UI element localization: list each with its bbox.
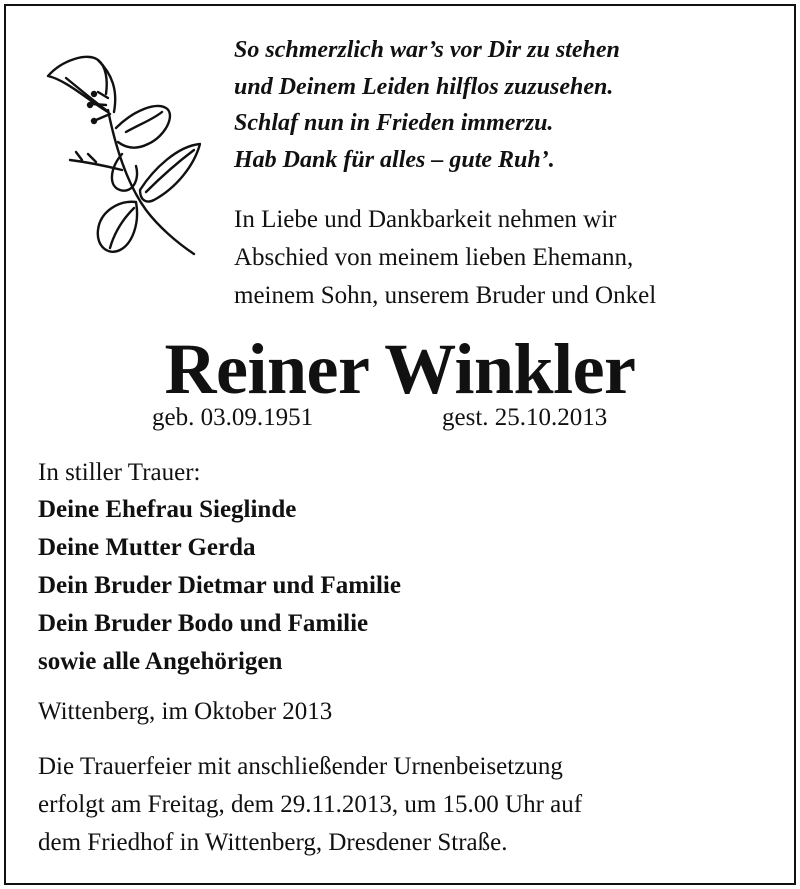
poem-line: und Deinem Leiden hilflos zuzusehen.	[234, 73, 614, 100]
funeral-line: erfolgt am Freitag, dem 29.11.2013, um 15.00 Uhr auf	[38, 791, 583, 818]
death-date: gest. 25.10.2013	[442, 404, 608, 431]
intro-line: Abschied von meinem lieben Ehemann,	[234, 244, 634, 271]
mourner-name: Dein Bruder Bodo und Familie	[38, 610, 369, 637]
funeral-details	[38, 748, 582, 862]
deceased-name: Reiner Winkler	[164, 329, 636, 409]
intro-line: In Liebe und Dankbarkeit nehmen wir	[234, 206, 617, 233]
mourning-label: In stiller Trauer:	[38, 459, 201, 486]
mourner-name: sowie alle Angehörigen	[38, 648, 283, 675]
obituary-notice	[4, 4, 796, 885]
farewell-intro	[234, 201, 656, 315]
mourner-name: Deine Ehefrau Sieglinde	[38, 496, 297, 523]
birth-date: geb. 03.09.1951	[152, 404, 314, 431]
memorial-poem	[234, 32, 620, 178]
poem-line: Schlaf nun in Frieden immerzu.	[234, 110, 554, 136]
poem-line: Hab Dank für alles – gute Ruh’.	[234, 146, 555, 173]
calla-lily-icon	[36, 50, 201, 260]
poem-line: So schmerzlich war’s vor Dir zu stehen	[234, 37, 620, 63]
mourner-name: Deine Mutter Gerda	[38, 534, 256, 561]
place-date: Wittenberg, im Oktober 2013	[38, 698, 333, 725]
intro-line: meinem Sohn, unserem Bruder und Onkel	[234, 282, 657, 309]
mourner-name: Dein Bruder Dietmar und Familie	[38, 572, 401, 599]
funeral-line: dem Friedhof in Wittenberg, Dresdener Straße.	[38, 829, 508, 856]
mourners-list	[38, 491, 401, 681]
funeral-line: Die Trauerfeier mit anschließender Urnenbeisetzung	[38, 753, 563, 780]
